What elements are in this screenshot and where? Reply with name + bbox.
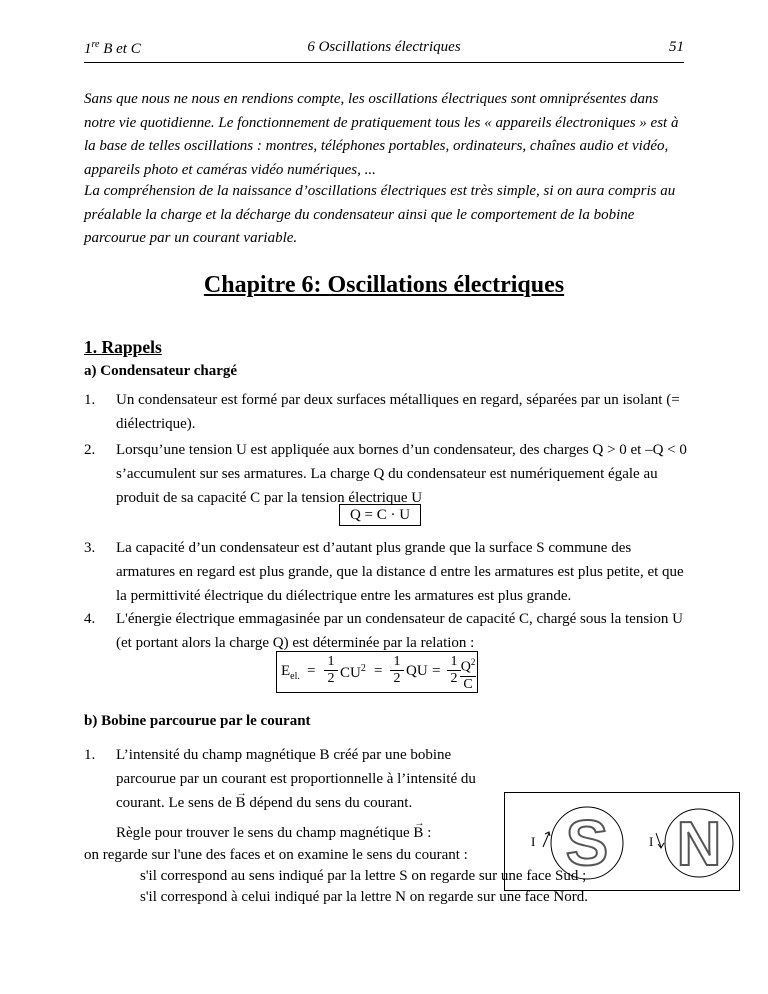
intro-paragraph-1: Sans que nous ne nous en rendions compte, les oscillations électriques sont omniprésentes dans notre vie quotidienne. Le fonctionnement de pratiquement tous les « appareils électroniques » est à la base de telles oscillations : montres, téléphones portables, ordinateurs, chaînes audio et vidéo, appareils photo et caméras vidéo numériques, ... — [84, 91, 679, 178]
list-item: 1. L’intensité du champ magnétique B créé par une bobine parcourue par un courant est proportionnelle à l’intensité du courant. Le sens de → B dépend du sens du courant. — [84, 743, 504, 815]
current-label-n: I — [649, 834, 654, 849]
header-chapter-title: 6 Oscillations électriques — [307, 39, 461, 55]
rule-line: s'il correspond au sens indiqué par la lettre S on regarde sur une face Sud ; — [140, 868, 587, 884]
letter-s-icon: S — [565, 807, 609, 879]
list-item: 3. La capacité d’un condensateur est d’autant plus grande que la surface S commune des armatures en regard est plus grande, que la distance d entre les armatures est plus petite, et que la permittivité électrique du diélectrique entre les armatures est plus grande. — [84, 540, 684, 604]
list-item: 1. Un condensateur est formé par deux surfaces métalliques en regard, séparées par un isolant (= diélectrique). — [84, 392, 680, 432]
page-header — [84, 36, 684, 63]
current-arrow-s — [543, 833, 549, 847]
formula-charge: Q = C · U — [339, 504, 421, 526]
list-item: 4. L'énergie électrique emmagasinée par un condensateur de capacité C, chargé sous la tension U (et portant alors la charge Q) est déterminée par la relation : — [84, 611, 683, 651]
rule-heading: Règle pour trouver le sens du champ magnétique → B : — [116, 823, 431, 843]
letter-n-icon: N — [676, 810, 722, 879]
formula-energy: $E_{el.}$ = 1 2 $CU^2$ = 1 2 QU = 1 2 $Q^2$ C — [276, 651, 478, 693]
page-number: 51 — [669, 39, 684, 55]
rule-line: on regarde sur l'une des faces et on examine le sens du courant : — [84, 847, 468, 863]
subsection-a-title: a) Condensateur chargé — [84, 363, 238, 379]
rule-line: s'il correspond à celui indiqué par la lettre N on regarde sur une face Nord. — [140, 889, 588, 905]
vector-b-symbol: → B — [413, 823, 423, 843]
list-item: 2. Lorsqu’une tension U est appliquée aux bornes d’un condensateur, des charges Q > 0 et –Q < 0 s’accumulent sur ses armatures. La charge Q du condensateur est numériquement égale au produit de sa capacité C par la tension électrique U — [84, 442, 687, 506]
chapter-title: Chapitre 6: Oscillations électriques — [203, 272, 565, 298]
subsection-b-title: b) Bobine parcourue par le courant — [84, 713, 311, 729]
section-title: 1. Rappels — [84, 337, 162, 357]
current-label-s: I — [531, 834, 536, 849]
vector-b-symbol: → B — [236, 791, 246, 815]
intro-paragraph-2: La compréhension de la naissance d’oscillations électriques est très simple, si on aura compris au préalable la charge et la décharge du condensateur ainsi que le comportement de la bobine parcourue par un courant variable. — [84, 183, 676, 246]
header-class-label: 1re B et C — [84, 39, 141, 57]
